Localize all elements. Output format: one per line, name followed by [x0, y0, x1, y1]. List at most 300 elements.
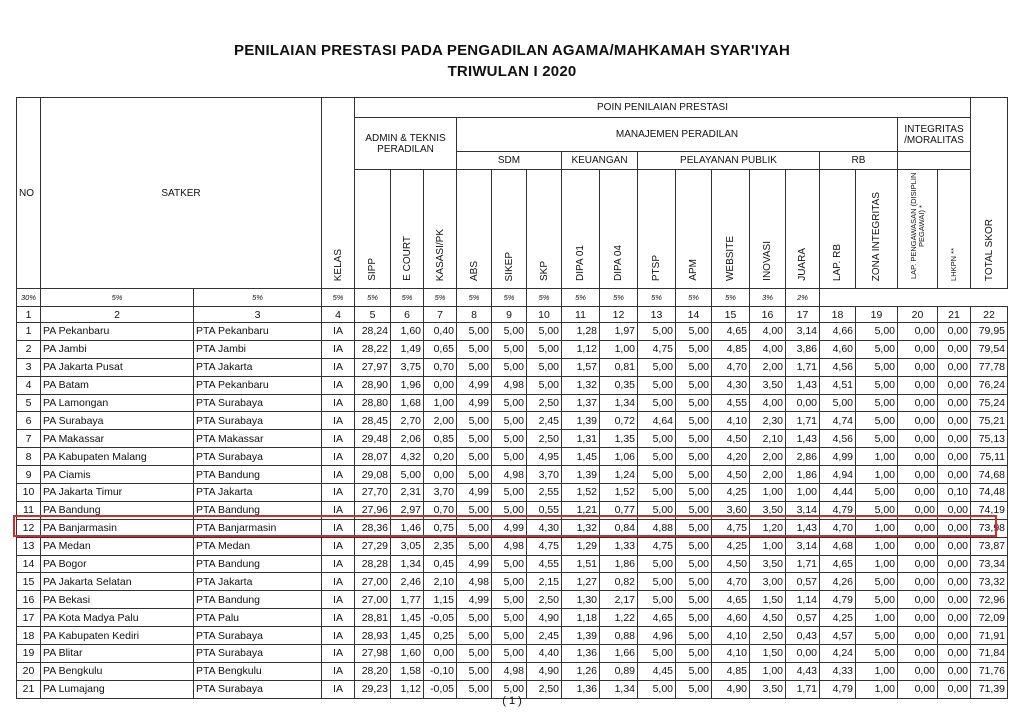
table-cell: 77,78: [971, 358, 1008, 376]
table-cell: 4,66: [820, 323, 856, 341]
table-cell: 4,25: [820, 609, 856, 627]
table-cell: 28,20: [355, 662, 391, 680]
table-cell: 79,95: [971, 323, 1008, 341]
table-cell: 4,60: [712, 609, 750, 627]
table-cell: 0,00: [938, 645, 971, 663]
satker-cell: PA Jakarta Selatan: [41, 573, 194, 591]
document-title: PENILAIAN PRESTASI PADA PENGADILAN AGAMA/MAHKAMAH SYAR'IYAH: [234, 42, 790, 59]
table-cell: 0,00: [898, 680, 938, 698]
table-cell: 3,14: [786, 537, 820, 555]
satker-cell: PA Batam: [41, 376, 194, 394]
table-cell: 1,32: [562, 519, 600, 537]
table-cell: 1,00: [856, 662, 898, 680]
table-cell: 2,50: [527, 591, 562, 609]
table-cell: 4,88: [638, 519, 676, 537]
table-cell: 71,91: [971, 627, 1008, 645]
table-cell: 4,94: [820, 466, 856, 484]
table-cell: 1,39: [562, 466, 600, 484]
table-cell: 5,00: [492, 358, 527, 376]
table-cell: 1,45: [562, 448, 600, 466]
table-cell: 1,33: [600, 537, 638, 555]
table-row: [17, 609, 1008, 627]
table-cell: 79,54: [971, 340, 1008, 358]
weight-cell: 5%: [527, 289, 562, 307]
table-cell: 5,00: [492, 591, 527, 609]
table-cell: 11: [17, 501, 41, 519]
table-cell: 4,98: [457, 573, 492, 591]
table-cell: 5,00: [676, 340, 712, 358]
table-cell: 4,65: [712, 591, 750, 609]
table-cell: 1,57: [562, 358, 600, 376]
table-cell: 5,00: [676, 358, 712, 376]
index-cell: 18: [820, 307, 856, 323]
satker-cell: PA Pekanbaru: [41, 323, 194, 341]
table-row: [17, 358, 1008, 376]
table-cell: IA: [322, 555, 355, 573]
table-cell: 5,00: [676, 555, 712, 573]
table-cell: 4,20: [712, 448, 750, 466]
table-cell: 1,71: [786, 555, 820, 573]
table-cell: 5,00: [391, 466, 424, 484]
table-cell: IA: [322, 573, 355, 591]
table-cell: 5,00: [638, 501, 676, 519]
index-cell: 17: [786, 307, 820, 323]
table-cell: 4,10: [712, 627, 750, 645]
table-cell: 3,50: [750, 680, 786, 698]
table-cell: 1,39: [562, 627, 600, 645]
table-cell: 4: [17, 376, 41, 394]
table-cell: 1,28: [562, 323, 600, 341]
header-pelayanan: PELAYANAN PUBLIK: [638, 152, 820, 170]
table-cell: IA: [322, 430, 355, 448]
table-cell: 4,85: [712, 662, 750, 680]
table-cell: 1,31: [562, 430, 600, 448]
table-cell: 3,60: [712, 501, 750, 519]
weight-cell: 5%: [391, 289, 424, 307]
table-cell: 5,00: [457, 340, 492, 358]
table-cell: 4,56: [820, 430, 856, 448]
weight-cell: 5%: [562, 289, 600, 307]
table-cell: 3,86: [786, 340, 820, 358]
table-cell: 4,30: [712, 376, 750, 394]
table-cell: 1,77: [391, 591, 424, 609]
table-cell: 1,50: [750, 645, 786, 663]
table-cell: 1,34: [391, 555, 424, 573]
table-row: [17, 394, 1008, 412]
table-cell: 4,85: [712, 340, 750, 358]
table-cell: IA: [322, 591, 355, 609]
index-cell: 4: [322, 307, 355, 323]
table-cell: 0,57: [786, 573, 820, 591]
table-row: [17, 662, 1008, 680]
table-cell: 5,00: [638, 358, 676, 376]
table-cell: 0,77: [600, 501, 638, 519]
table-cell: 0,00: [898, 430, 938, 448]
table-cell: 5,00: [676, 323, 712, 341]
table-cell: 27,29: [355, 537, 391, 555]
table-cell: 5,00: [676, 645, 712, 663]
table-cell: 4,70: [712, 358, 750, 376]
satker-cell: PA Ciamis: [41, 466, 194, 484]
table-cell: 5,00: [676, 484, 712, 502]
pta-cell: PTA Banjarmasin: [194, 519, 322, 537]
table-cell: 5,00: [676, 448, 712, 466]
table-cell: 2,15: [527, 573, 562, 591]
table-cell: 5,00: [676, 394, 712, 412]
table-cell: 1,43: [786, 519, 820, 537]
table-cell: 4,99: [820, 448, 856, 466]
index-cell: 22: [971, 307, 1008, 323]
table-cell: 0,00: [898, 323, 938, 341]
table-cell: 1,49: [391, 340, 424, 358]
table-cell: 75,21: [971, 412, 1008, 430]
table-cell: 4,25: [712, 484, 750, 502]
table-cell: 2,10: [750, 430, 786, 448]
weight-cell: 5%: [322, 289, 355, 307]
page-number: ( 1 ): [502, 695, 522, 707]
table-cell: 0,00: [898, 645, 938, 663]
table-cell: 0,00: [938, 609, 971, 627]
header-kelas: KELAS: [322, 98, 355, 289]
table-cell: 20: [17, 662, 41, 680]
header-poin: POIN PENILAIAN PRESTASI: [355, 98, 971, 118]
table-cell: 1,68: [391, 394, 424, 412]
table-cell: 4,45: [638, 662, 676, 680]
col-header: LAP. PENGAWASAN (DISIPLIN PEGAWAI) *: [898, 170, 938, 289]
table-cell: 1,00: [750, 537, 786, 555]
table-cell: 5,00: [638, 466, 676, 484]
table-cell: 0,72: [600, 412, 638, 430]
table-cell: 5,00: [638, 448, 676, 466]
table-cell: 0,84: [600, 519, 638, 537]
table-cell: 4,90: [527, 662, 562, 680]
table-cell: 2,06: [391, 430, 424, 448]
table-cell: 2,10: [424, 573, 457, 591]
table-row: [17, 627, 1008, 645]
table-cell: 72,96: [971, 591, 1008, 609]
table-cell: IA: [322, 645, 355, 663]
table-cell: 0,85: [424, 430, 457, 448]
table-cell: 5,00: [856, 430, 898, 448]
table-cell: 1,36: [562, 680, 600, 698]
table-cell: 73,98: [971, 519, 1008, 537]
table-cell: 3,70: [424, 484, 457, 502]
table-cell: 0,00: [898, 627, 938, 645]
table-cell: 4,60: [820, 340, 856, 358]
table-cell: 0,00: [898, 609, 938, 627]
table-cell: 5,00: [457, 466, 492, 484]
table-cell: 0,70: [424, 501, 457, 519]
index-cell: 19: [856, 307, 898, 323]
table-cell: 5,00: [638, 430, 676, 448]
table-cell: 2,45: [527, 627, 562, 645]
table-cell: 4,00: [750, 394, 786, 412]
pta-cell: PTA Jambi: [194, 340, 322, 358]
table-cell: 28,45: [355, 412, 391, 430]
table-cell: 0,65: [424, 340, 457, 358]
header-integritas-blank: [898, 152, 971, 170]
table-cell: 1,35: [600, 430, 638, 448]
table-cell: 1,32: [562, 376, 600, 394]
table-cell: 27,00: [355, 573, 391, 591]
table-cell: 5,00: [492, 340, 527, 358]
table-cell: 4,90: [712, 680, 750, 698]
table-cell: 2,46: [391, 573, 424, 591]
table-cell: 0,89: [600, 662, 638, 680]
table-cell: 28,28: [355, 555, 391, 573]
satker-cell: PA Kota Madya Palu: [41, 609, 194, 627]
table-cell: 4,32: [391, 448, 424, 466]
table-cell: 5,00: [492, 394, 527, 412]
col-header: DIPA 04: [600, 170, 638, 289]
table-cell: 73,34: [971, 555, 1008, 573]
table-cell: 10: [17, 484, 41, 502]
table-cell: 4,50: [712, 430, 750, 448]
table-cell: 1,20: [750, 519, 786, 537]
table-cell: 5,00: [856, 484, 898, 502]
satker-cell: PA Bekasi: [41, 591, 194, 609]
table-cell: IA: [322, 627, 355, 645]
pta-cell: PTA Surabaya: [194, 680, 322, 698]
pta-cell: PTA Bandung: [194, 466, 322, 484]
table-cell: 28,80: [355, 394, 391, 412]
table-cell: 0,00: [898, 394, 938, 412]
table-cell: 0,00: [938, 591, 971, 609]
table-cell: 5,00: [457, 430, 492, 448]
weight-cell: 5%: [600, 289, 638, 307]
table-row: [17, 376, 1008, 394]
table-cell: 0,88: [600, 627, 638, 645]
table-cell: 19: [17, 645, 41, 663]
table-cell: 4,79: [820, 680, 856, 698]
table-cell: 0,55: [527, 501, 562, 519]
index-cell: 8: [457, 307, 492, 323]
table-cell: 0,00: [938, 501, 971, 519]
col-header: ABS: [457, 170, 492, 289]
table-cell: 5,00: [856, 323, 898, 341]
table-cell: 2,70: [391, 412, 424, 430]
table-cell: 1,18: [562, 609, 600, 627]
table-cell: 5,00: [492, 501, 527, 519]
table-cell: 4,55: [527, 555, 562, 573]
table-cell: 2,00: [424, 412, 457, 430]
col-header: JUARA: [786, 170, 820, 289]
table-cell: -0,05: [424, 609, 457, 627]
table-cell: 5,00: [492, 484, 527, 502]
table-cell: 0,00: [898, 501, 938, 519]
table-cell: 27,96: [355, 501, 391, 519]
table-cell: 1,60: [391, 645, 424, 663]
table-cell: 0,00: [898, 484, 938, 502]
weight-cell: 5%: [712, 289, 750, 307]
table-cell: 5,00: [856, 573, 898, 591]
table-cell: IA: [322, 323, 355, 341]
table-row: [17, 323, 1008, 341]
table-cell: 1,24: [600, 466, 638, 484]
table-cell: 1,00: [750, 662, 786, 680]
weight-cell: 5%: [355, 289, 391, 307]
table-cell: 1,51: [562, 555, 600, 573]
col-header: LHKPN **: [938, 170, 971, 289]
table-cell: 1,36: [562, 645, 600, 663]
index-cell: 14: [676, 307, 712, 323]
header-total: TOTAL SKOR: [971, 98, 1008, 289]
table-cell: 1,00: [856, 680, 898, 698]
satker-cell: PA Jambi: [41, 340, 194, 358]
weight-cell: 5%: [194, 289, 322, 307]
table-cell: 4,68: [820, 537, 856, 555]
table-cell: 4,25: [712, 537, 750, 555]
table-cell: 5,00: [676, 662, 712, 680]
table-cell: 0,40: [424, 323, 457, 341]
table-cell: IA: [322, 501, 355, 519]
table-cell: 4,44: [820, 484, 856, 502]
table-cell: 1,00: [856, 519, 898, 537]
table-cell: 7: [17, 430, 41, 448]
col-header: PTSP: [638, 170, 676, 289]
table-cell: 1,00: [856, 555, 898, 573]
table-cell: 6: [17, 412, 41, 430]
table-cell: 27,70: [355, 484, 391, 502]
header-sdm: SDM: [457, 152, 562, 170]
table-cell: 0,00: [938, 340, 971, 358]
table-cell: 5,00: [492, 680, 527, 698]
weight-cell: 3%: [750, 289, 786, 307]
table-cell: 5,00: [856, 358, 898, 376]
table-cell: 5,00: [457, 501, 492, 519]
table-cell: 0,00: [898, 591, 938, 609]
table-cell: 4,50: [712, 466, 750, 484]
table-cell: 28,22: [355, 340, 391, 358]
table-cell: 4,64: [638, 412, 676, 430]
index-cell: 6: [391, 307, 424, 323]
table-cell: 0,00: [938, 662, 971, 680]
table-cell: 1,58: [391, 662, 424, 680]
weight-cell: 5%: [457, 289, 492, 307]
table-cell: 4,95: [527, 448, 562, 466]
table-cell: 3,50: [750, 501, 786, 519]
table-cell: 2,35: [424, 537, 457, 555]
table-cell: 5,00: [457, 645, 492, 663]
table-cell: 4,50: [750, 609, 786, 627]
table-cell: 5,00: [638, 323, 676, 341]
table-cell: 74,68: [971, 466, 1008, 484]
table-cell: 1,45: [391, 609, 424, 627]
table-cell: 0,00: [938, 394, 971, 412]
weight-cell: 5%: [424, 289, 457, 307]
table-cell: 0,00: [898, 340, 938, 358]
table-cell: 1,00: [424, 394, 457, 412]
table-cell: 0,35: [600, 376, 638, 394]
table-cell: 73,87: [971, 537, 1008, 555]
table-cell: 4,99: [457, 555, 492, 573]
table-cell: 1,06: [600, 448, 638, 466]
table-cell: 4,24: [820, 645, 856, 663]
table-cell: 5,00: [492, 573, 527, 591]
table-cell: 1,21: [562, 501, 600, 519]
table-cell: 75,13: [971, 430, 1008, 448]
index-cell: 16: [750, 307, 786, 323]
table-cell: 0,00: [938, 448, 971, 466]
table-cell: 0,00: [938, 519, 971, 537]
table-cell: 5,00: [492, 555, 527, 573]
pta-cell: PTA Bandung: [194, 591, 322, 609]
table-cell: 1,29: [562, 537, 600, 555]
table-cell: 13: [17, 537, 41, 555]
document-subtitle: TRIWULAN I 2020: [447, 63, 577, 80]
table-cell: 1,12: [562, 340, 600, 358]
table-cell: 5,00: [676, 627, 712, 645]
score-table: [16, 97, 1008, 699]
table-row: [17, 555, 1008, 573]
table-cell: 4,30: [527, 519, 562, 537]
weight-cell: 5%: [41, 289, 194, 307]
table-cell: 4,51: [820, 376, 856, 394]
table-cell: 5,00: [457, 680, 492, 698]
table-cell: 5,00: [527, 323, 562, 341]
table-cell: 2,50: [750, 627, 786, 645]
satker-cell: PA Jakarta Timur: [41, 484, 194, 502]
table-cell: 4,99: [457, 484, 492, 502]
table-cell: 28,93: [355, 627, 391, 645]
pta-cell: PTA Jakarta: [194, 484, 322, 502]
table-cell: 1,22: [600, 609, 638, 627]
table-cell: 73,32: [971, 573, 1008, 591]
table-cell: 0,00: [898, 448, 938, 466]
table-cell: 0,00: [424, 466, 457, 484]
table-cell: IA: [322, 466, 355, 484]
header-keuangan: KEUANGAN: [562, 152, 638, 170]
table-cell: 1: [17, 323, 41, 341]
table-cell: 5,00: [492, 627, 527, 645]
table-cell: 21: [17, 680, 41, 698]
table-cell: 5,00: [676, 376, 712, 394]
table-cell: 0,20: [424, 448, 457, 466]
table-cell: IA: [322, 376, 355, 394]
table-cell: 1,34: [600, 680, 638, 698]
table-cell: 0,00: [424, 645, 457, 663]
table-cell: 4,26: [820, 573, 856, 591]
satker-cell: PA Banjarmasin: [41, 519, 194, 537]
table-cell: 1,00: [750, 484, 786, 502]
table-cell: 28,24: [355, 323, 391, 341]
table-cell: 5,00: [856, 376, 898, 394]
table-cell: 5,00: [676, 466, 712, 484]
col-header: ZONA INTEGRITAS: [856, 170, 898, 289]
table-cell: 4,99: [492, 519, 527, 537]
satker-cell: PA Blitar: [41, 645, 194, 663]
header-integritas: INTEGRITAS /MORALITAS: [898, 118, 971, 152]
table-cell: 4,98: [492, 466, 527, 484]
table-row: [17, 519, 1008, 537]
table-cell: 1,96: [391, 376, 424, 394]
table-cell: 1,43: [786, 376, 820, 394]
table-cell: 4,98: [492, 376, 527, 394]
table-cell: IA: [322, 484, 355, 502]
table-cell: 0,00: [938, 466, 971, 484]
table-cell: 4,70: [820, 519, 856, 537]
table-cell: 0,00: [898, 412, 938, 430]
table-row: [17, 430, 1008, 448]
table-cell: 2,86: [786, 448, 820, 466]
table-cell: 5,00: [457, 519, 492, 537]
table-cell: 5,00: [457, 662, 492, 680]
pta-cell: PTA Jakarta: [194, 358, 322, 376]
table-cell: 2,50: [527, 394, 562, 412]
table-cell: 5,00: [676, 430, 712, 448]
table-cell: 0,00: [898, 573, 938, 591]
table-cell: 5,00: [638, 376, 676, 394]
